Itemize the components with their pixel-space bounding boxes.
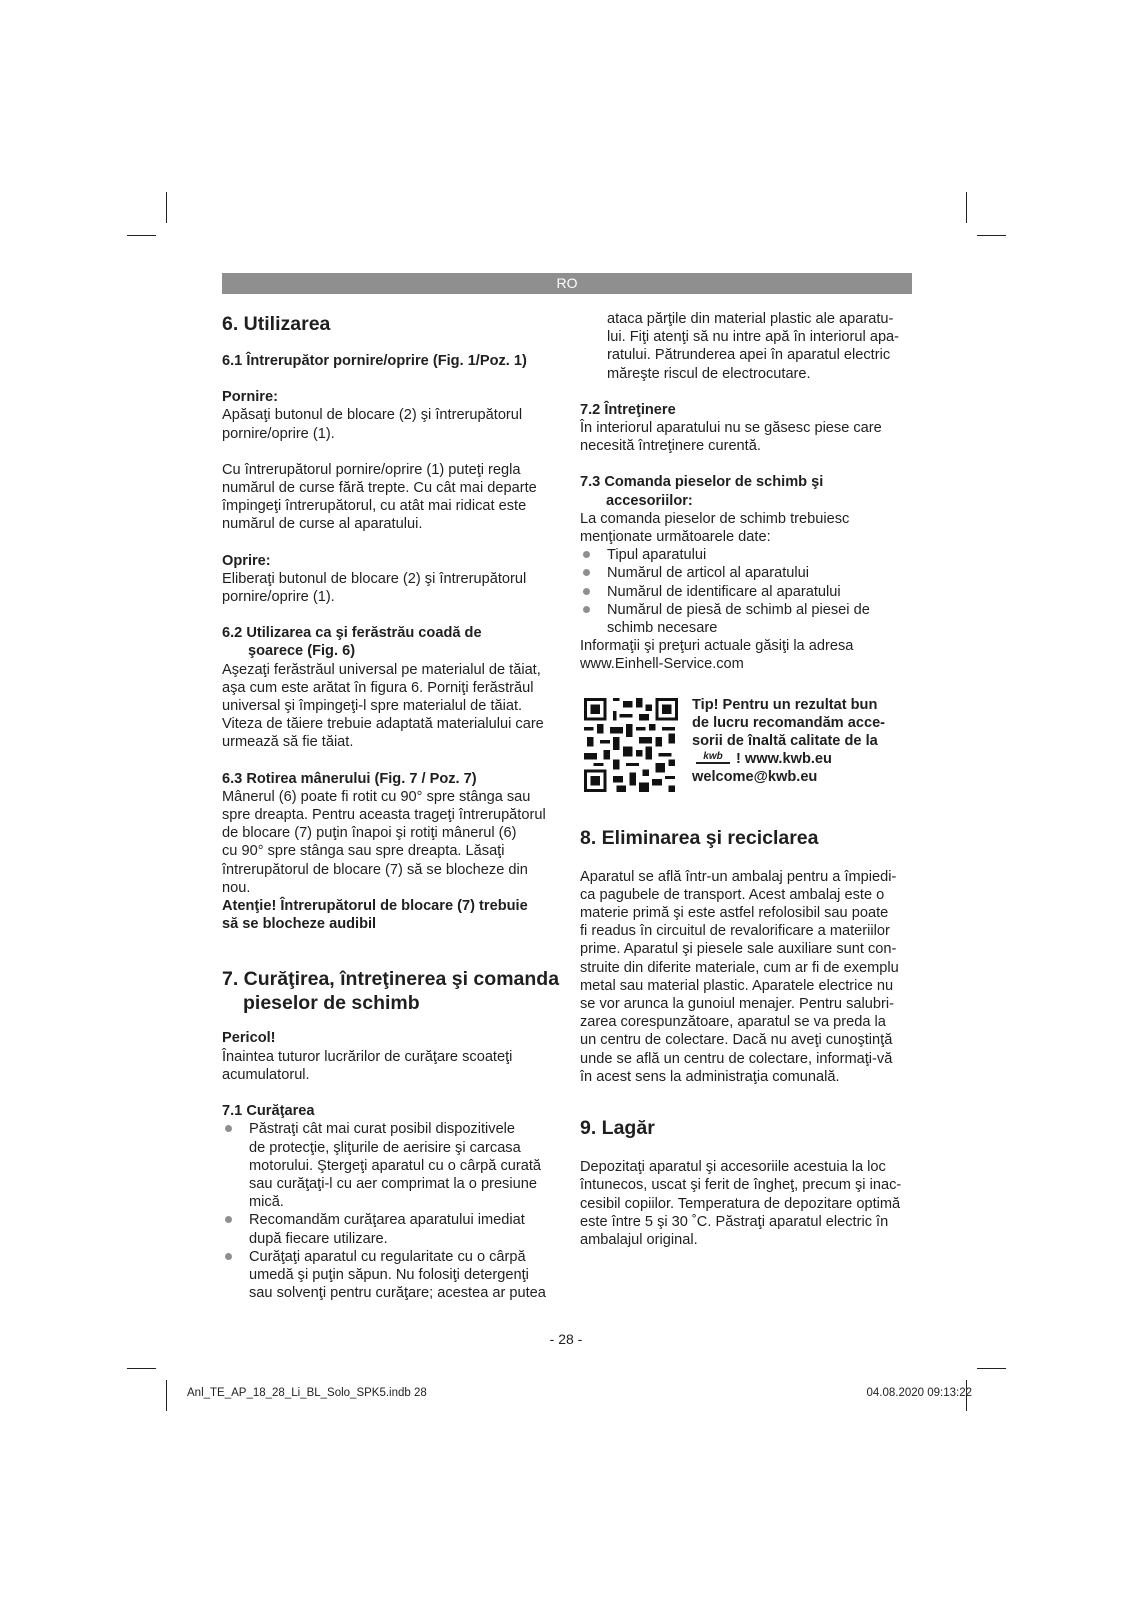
text-line: Aşezaţi ferăstrăul universal pe materialul de tăiat, bbox=[222, 661, 541, 678]
footer-filename: Anl_TE_AP_18_28_Li_BL_Solo_SPK5.indb 28 bbox=[187, 1387, 427, 1399]
text-line: schimb necesare bbox=[607, 620, 718, 637]
text-line: numărul de curse al aparatului. bbox=[222, 516, 423, 533]
text-line: unde se află un centru de colectare, informaţi-vă bbox=[580, 1050, 893, 1067]
continued-paragraph bbox=[580, 310, 920, 383]
text-line: Apăsaţi butonul de blocare (2) şi întrerupătorul bbox=[222, 407, 523, 424]
text-line: În interiorul aparatului nu se găsesc piese care bbox=[580, 420, 882, 437]
cleaning-list bbox=[222, 1120, 567, 1302]
tip-line: sorii de înaltă calitate de la bbox=[692, 733, 878, 750]
text-line: este între 5 şi 30 ˚C. Păstraţi aparatul electric în bbox=[580, 1213, 889, 1230]
pericol-label: Pericol! bbox=[222, 1030, 276, 1047]
list-item bbox=[222, 1248, 567, 1303]
text-line: La comanda pieselor de schimb trebuiesc bbox=[580, 510, 850, 527]
text-line: spre dreapta. Pentru aceasta trageţi întrerupătorul bbox=[222, 807, 546, 824]
text-line: umedă şi puţin săpun. Nu folosiţi detergenţi bbox=[249, 1266, 529, 1283]
text-line: sau curăţaţi-l cu aer comprimat la o presiune bbox=[249, 1175, 537, 1192]
text-line: în acest sens la administraţia comunală. bbox=[580, 1068, 840, 1085]
tip-line: Tip! Pentru un rezultat bun bbox=[692, 696, 878, 713]
subheading-7-1: 7.1 Curăţarea bbox=[222, 1103, 315, 1120]
text-line: se vor arunca la gunoiul menajer. Pentru salubri- bbox=[580, 996, 894, 1013]
subheading-7-3 bbox=[580, 473, 920, 509]
tip-text bbox=[692, 696, 922, 787]
text-line: mică. bbox=[249, 1194, 284, 1211]
text-line: necesită întreţinere curentă. bbox=[580, 438, 761, 455]
text-line: cesibil copiilor. Temperatura de depozitare optimă bbox=[580, 1195, 901, 1212]
text-line: Cu întrerupătorul pornire/oprire (1) puteţi regla bbox=[222, 461, 521, 478]
text-line: zarea corespunzătoare, aparatul se va preda la bbox=[580, 1014, 886, 1031]
crop-mark bbox=[977, 235, 1006, 236]
text-line: nou. bbox=[222, 879, 251, 896]
heading-8: 8. Eliminarea şi reciclarea bbox=[580, 826, 819, 849]
text-line: măreşte riscul de electrocutare. bbox=[607, 365, 811, 382]
tip-email: welcome@kwb.eu bbox=[692, 769, 818, 786]
text-line: universal şi împingeţi-l spre materialul de tăiat. bbox=[222, 698, 523, 715]
text-line: împingeţi întrerupătorul, cu atât mai ridicat este bbox=[222, 498, 527, 515]
list-item bbox=[580, 583, 920, 601]
crop-mark bbox=[127, 235, 156, 236]
text-line: un centru de colectare. Dacă nu aveţi cunoştinţă bbox=[580, 1032, 893, 1049]
text-line: pornire/oprire (1). bbox=[222, 425, 335, 442]
text-line: ca pagubele de transport. Acest ambalaj este o bbox=[580, 886, 885, 903]
text-line: aşa cum este arătat în figura 6. Porniţi ferăstrăul bbox=[222, 679, 534, 696]
language-header-bar bbox=[222, 273, 912, 294]
list-item bbox=[222, 1211, 567, 1247]
text-line: Mânerul (6) poate fi rotit cu 90° spre stânga sau bbox=[222, 788, 531, 805]
text-line: Curăţaţi aparatul cu regularitate cu o cârpă bbox=[249, 1248, 526, 1265]
text-line: întunecos, uscat şi ferit de îngheţ, precum şi inac- bbox=[580, 1177, 902, 1194]
text-line: Numărul de piesă de schimb al piesei de bbox=[607, 601, 870, 618]
page-number: - 28 - bbox=[549, 1331, 583, 1347]
text-line: pornire/oprire (1). bbox=[222, 589, 335, 606]
text-line: numărul de curse fără trepte. Cu cât mai departe bbox=[222, 480, 537, 497]
left-column bbox=[222, 312, 567, 1302]
subheading-line: 6.2 Utilizarea ca şi ferăstrău coadă de bbox=[222, 625, 482, 642]
text-line: materie primă şi este astfel refolosibil sau poate bbox=[580, 905, 889, 922]
subheading-6-1: 6.1 Întrerupător pornire/oprire (Fig. 1/Poz. 1) bbox=[222, 353, 527, 369]
text-line: Înaintea tuturor lucrărilor de curăţare scoateţi bbox=[222, 1048, 513, 1065]
text-line: fi readus în circuitul de revalorificare a materiilor bbox=[580, 923, 890, 940]
crop-mark bbox=[166, 1380, 167, 1411]
heading-line: pieselor de schimb bbox=[243, 992, 420, 1015]
crop-mark bbox=[127, 1368, 156, 1369]
subheading-6-2 bbox=[222, 624, 567, 660]
warning-line: să se blocheze audibil bbox=[222, 916, 377, 933]
service-url: www.Einhell-Service.com bbox=[580, 656, 744, 673]
text-line: cu 90° spre stânga sau spre dreapta. Lăsaţi bbox=[222, 843, 505, 860]
kwb-logo: kwb bbox=[696, 752, 730, 764]
text-line: lui. Fiţi atenţi să nu intre apă în interiorul apa- bbox=[607, 329, 900, 346]
qr-code-icon bbox=[584, 698, 678, 792]
text-line: acumulatorul. bbox=[222, 1066, 310, 1083]
list-item bbox=[580, 601, 920, 637]
text-line: Numărul de articol al aparatului bbox=[607, 565, 809, 582]
text-line: Depozitaţi aparatul şi accesoriile acestuia la loc bbox=[580, 1159, 886, 1176]
subheading-line: accesoriilor: bbox=[606, 492, 693, 509]
footer-timestamp: 04.08.2020 09:13:22 bbox=[866, 1387, 972, 1399]
text-line: motorului. Ştergeţi aparatul cu o cârpă curată bbox=[249, 1157, 542, 1174]
tip-url-line bbox=[692, 750, 922, 768]
text-line: Aparatul se află într-un ambalaj pentru a împiedi- bbox=[580, 868, 897, 885]
pornire-label: Pornire: bbox=[222, 389, 278, 406]
right-column bbox=[580, 310, 920, 1249]
tip-url: ! www.kwb.eu bbox=[736, 751, 832, 768]
crop-mark bbox=[966, 192, 967, 223]
crop-mark bbox=[977, 1368, 1006, 1369]
heading-line: 7. Curăţirea, întreţinerea şi comanda bbox=[222, 968, 560, 991]
heading-7 bbox=[222, 967, 567, 1015]
text-line: struite din diferite materiale, cum ar fi de exemplu bbox=[580, 959, 899, 976]
text-line: ratului. Pătrunderea apei în aparatul electric bbox=[607, 347, 891, 364]
text-line: Numărul de identificare al aparatului bbox=[607, 583, 841, 600]
text-line: întrerupătorul de blocare (7) să se blocheze din bbox=[222, 861, 528, 878]
subheading-line: 7.3 Comanda pieselor de schimb şi bbox=[580, 474, 824, 491]
text-line: sau solvenţi pentru curăţare; acestea ar putea bbox=[249, 1285, 546, 1302]
list-item bbox=[580, 546, 920, 564]
text-line: Eliberaţi butonul de blocare (2) şi întrerupătorul bbox=[222, 570, 527, 587]
text-line: ataca părţile din material plastic ale aparatu- bbox=[607, 311, 894, 327]
tip-box bbox=[580, 696, 920, 796]
text-line: prime. Aparatul şi piesele sale auxiliare sunt con- bbox=[580, 941, 897, 958]
list-item bbox=[580, 564, 920, 582]
oprire-label: Oprire: bbox=[222, 552, 271, 569]
text-line: ambalajul original. bbox=[580, 1231, 698, 1248]
subheading-7-2: 7.2 Întreţinere bbox=[580, 401, 676, 418]
text-line: după fiecare utilizare. bbox=[249, 1230, 388, 1247]
crop-mark bbox=[166, 192, 167, 223]
warning-line: Atenţie! Întrerupătorul de blocare (7) trebuie bbox=[222, 898, 528, 915]
text-line: Viteza de tăiere trebuie adaptată materialului care bbox=[222, 716, 544, 733]
language-label: RO bbox=[556, 275, 578, 291]
heading-9: 9. Lagăr bbox=[580, 1117, 655, 1140]
heading-6: 6. Utilizarea bbox=[222, 313, 331, 335]
text-line: urmează să fie tăiat. bbox=[222, 734, 354, 751]
text-line: de protecţie, şliţurile de aerisire şi carcasa bbox=[249, 1139, 521, 1156]
text-line: Tipul aparatului bbox=[607, 547, 707, 564]
subheading-6-3: 6.3 Rotirea mânerului (Fig. 7 / Poz. 7) bbox=[222, 770, 477, 787]
tip-line: de lucru recomandăm acce- bbox=[692, 714, 886, 731]
text-line: metal sau material plastic. Aparatele electrice nu bbox=[580, 977, 894, 994]
subheading-line: şoarece (Fig. 6) bbox=[248, 643, 356, 660]
text-line: Păstraţi cât mai curat posibil dispozitivele bbox=[249, 1121, 516, 1138]
text-line: Informaţii şi preţuri actuale găsiţi la adresa bbox=[580, 638, 854, 655]
order-data-list bbox=[580, 546, 920, 637]
text-line: Recomandăm curăţarea aparatului imediat bbox=[249, 1212, 525, 1229]
text-line: menţionate următoarele date: bbox=[580, 529, 771, 546]
text-line: de blocare (7) puţin înapoi şi rotiţi mânerul (6) bbox=[222, 825, 517, 842]
list-item bbox=[222, 1120, 567, 1211]
